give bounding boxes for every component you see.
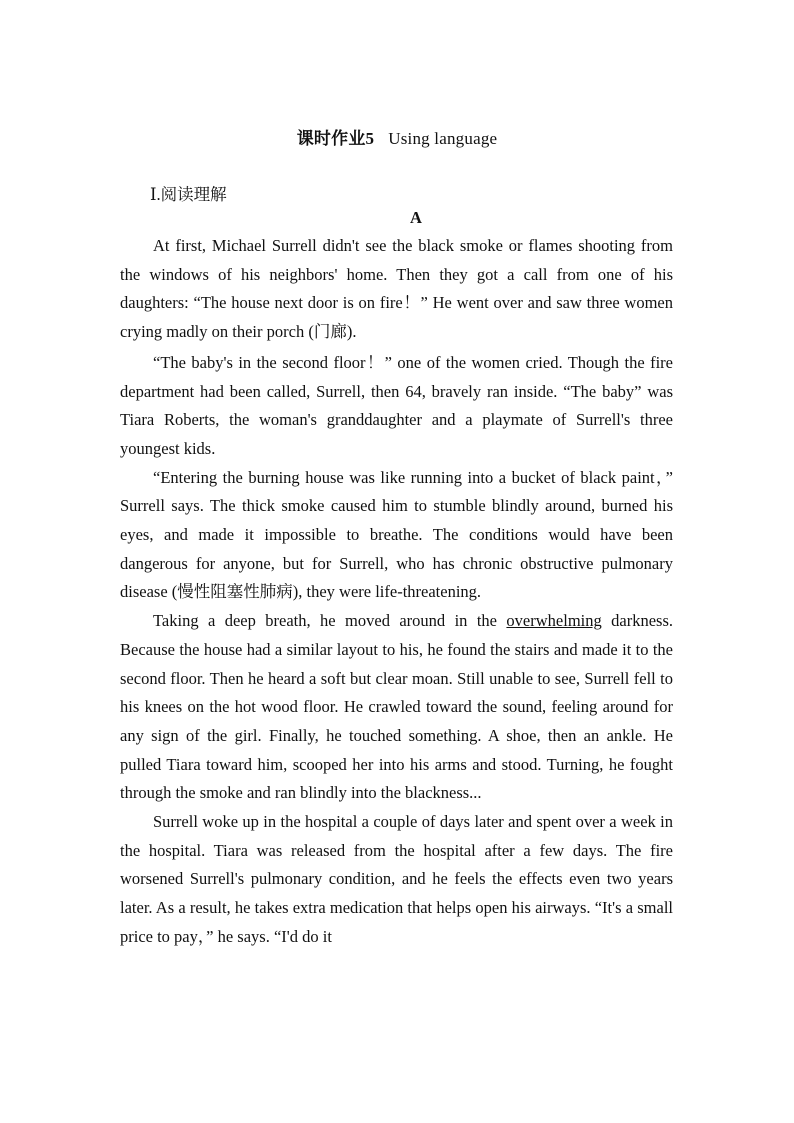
paragraph-2: “The baby's in the second floor！” one of the women cried. Though the fire department had been called, Surrell, then 64, bravely ran inside. “The baby” was Tiara Roberts, the woman's granddaughter and a playmate of Surrell's three youngest kids. — [120, 352, 673, 458]
paragraph-4 — [120, 607, 673, 808]
page-title — [0, 124, 794, 149]
paragraph-4-rest: darkness. Because the house had a similar layout to his, he found the stairs and made it to the second floor. Then he heard a soft but clear moan. Still unable to see, Surrell fell to his knees on the hot wood floor. He crawled toward the sound, feeling around for any sign of the girl. Finally, he touched something. A shoe, then an ankle. He pulled Tiara toward him, scooped her into his arms and stood. Turning, he fought through the smoke and ran blindly into the blackness... — [120, 611, 674, 803]
passage-body — [120, 232, 673, 952]
paragraph-5: Surrell woke up in the hospital a couple of days later and spent over a week in the hospital. Tiara was released from the hospital after a few days. The fire worsened Surrell's pulmonary condition, and he feels the effects even two years later. As a result, he takes extra medication that helps open his airways. “It's a small price to pay，” he says. “I'd do it — [120, 812, 673, 946]
paragraph-4-start: Taking a deep breath, he moved around in the — [153, 611, 507, 631]
paragraph-3: “Entering the burning house was like running into a bucket of black paint，” Surrell says. The thick smoke caused him to stumble blindly around, burned his eyes, and made it impossible to breathe. The conditions would have been dangerous for anyone, but for Surrell, who has chronic obstructive pulmonary disease (慢性阻塞性肺病), they were life-threatening. — [120, 467, 673, 602]
paragraph-1: At first, Michael Surrell didn't see the black smoke or flames shooting from the windows of his neighbors' home. Then they got a call from one of his daughters: “The house next door is on fire！” He went over and saw three women crying madly on their porch (门廊). — [120, 236, 673, 342]
underlined-word: overwhelming — [506, 611, 602, 631]
title-english: Using language — [388, 129, 498, 148]
title-chinese: 课时作业5 — [296, 129, 375, 148]
section-heading: Ⅰ.阅读理解 — [150, 185, 227, 204]
passage-label: A — [410, 208, 422, 227]
